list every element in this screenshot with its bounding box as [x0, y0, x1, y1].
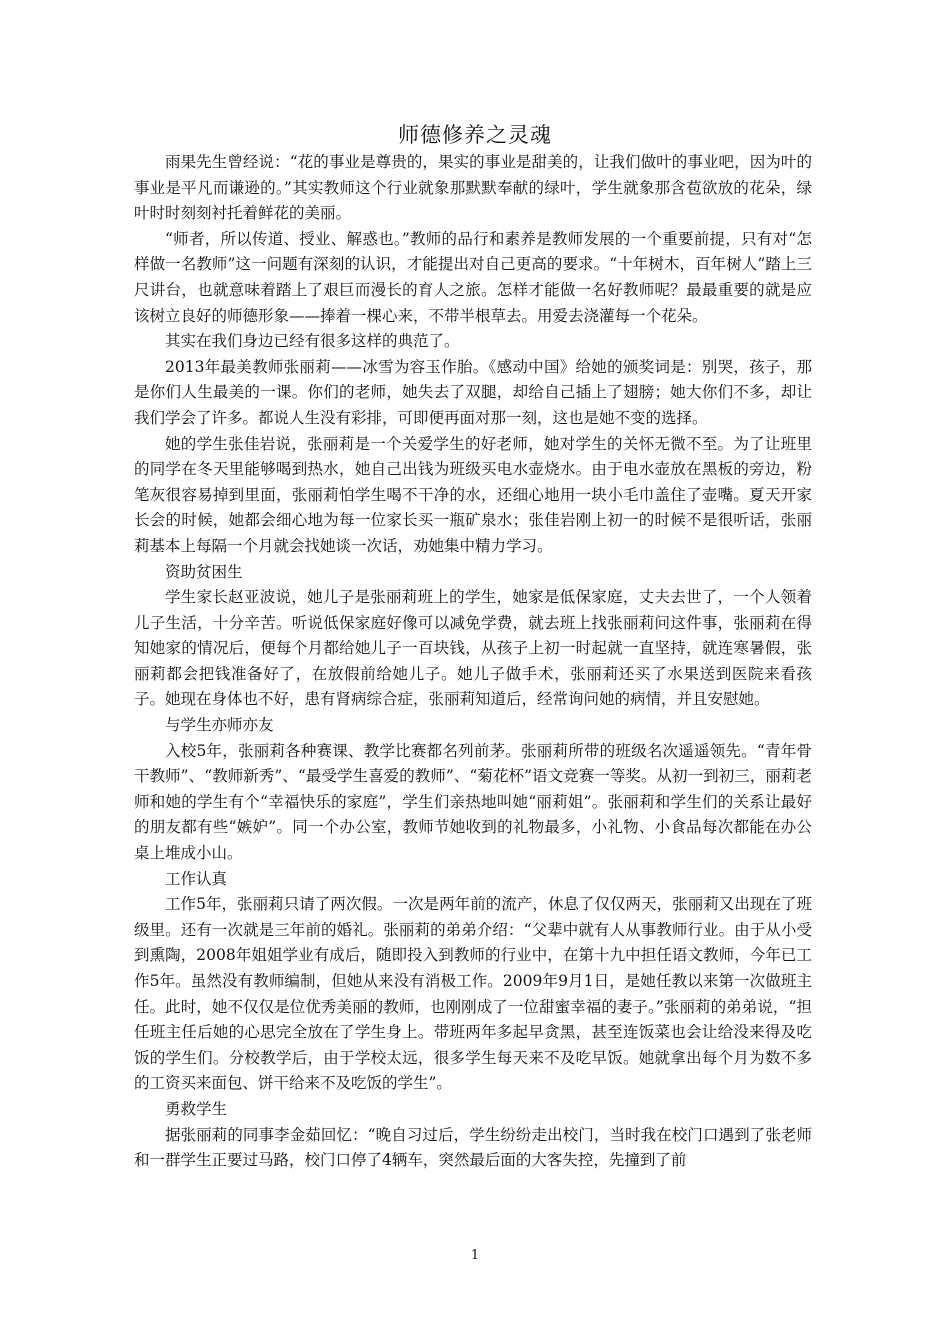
page-number: 1 — [470, 1248, 480, 1263]
paragraph: 据张丽莉的同事李金茹回忆：“晚自习过后，学生纷纷走出校门，当时我在校门口遇到了张老师和一群学生正要过马路，校门口停了4辆车，突然最后面的大客失控，先撞到了前 — [134, 1125, 812, 1170]
section-heading: 工作认真 — [165, 869, 228, 888]
paragraph: 入校5年，张丽莉各种赛课、教学比赛都名列前茅。张丽莉所带的班级名次遥遥领先。“青年骨干教师”、“教师新秀”、“最受学生喜爱的教师”、“菊花杯”语文竞赛一等奖。从初一到初三，丽莉老师和她的学生有个“幸福快乐的家庭”，学生们亲热地叫她“丽莉姐”。张丽莉和学生们的关系让最好的朋友都有些“嫉妒”。同一个办公室，教师节她收到的礼物最多，小礼物、小食品每次都能在办公桌上堆成小山。 — [134, 741, 812, 863]
section-heading: 资助贫困生 — [165, 562, 243, 581]
paragraph: 2013年最美教师张丽莉——冰雪为容玉作胎。《感动中国》给她的颁奖词是：别哭，孩子，那是你们人生最美的一课。你们的老师，她失去了双腿，却给自己插上了翅膀；她大你们不多，却让我们学会了许多。都说人生没有彩排，可即便再面对那一刻，这也是她不变的选择。 — [134, 357, 812, 427]
paragraph: 她的学生张佳岩说，张丽莉是一个关爱学生的好老师，她对学生的关怀无微不至。为了让班里的同学在冬天里能够喝到热水，她自己出钱为班级买电水壶烧水。由于电水壶放在黑板的旁边，粉笔灰很容易掉到里面，张丽莉怕学生喝不干净的水，还细心地用一块小毛巾盖住了壶嘴。夏天开家长会的时候，她都会细心地为每一位家长买一瓶矿泉水；张佳岩刚上初一的时候不是很听话，张丽莉基本上每隔一个月就会找她谈一次话，劝她集中精力学习。 — [134, 434, 812, 555]
paragraph: 雨果先生曾经说：“花的事业是尊贵的，果实的事业是甜美的，让我们做叶的事业吧，因为叶的事业是平凡而谦逊的。”其实教师这个行业就象那默默奉献的绿叶，学生就象那含苞欲放的花朵，绿叶时时刻刻衬托着鲜花的美丽。 — [134, 153, 812, 223]
document-body — [134, 150, 812, 1174]
paragraph: 其实在我们身边已经有很多这样的典范了。 — [165, 332, 460, 351]
paragraph: “师者，所以传道、授业、解惑也。”教师的品行和素养是教师发展的一个重要前提，只有对“怎样做一名教师”这一问题有深刻的认识，才能提出对自己更高的要求。“十年树木，百年树人”踏上三尺讲台，也就意味着踏上了艰巨而漫长的育人之旅。怎样才能做一名好教师呢？最最重要的就是应该树立良好的师德形象——捧着一棵心来，不带半根草去。用爱去浇灌每一个花朵。 — [134, 229, 812, 325]
document-title: 师德修养之灵魂 — [398, 123, 552, 147]
paragraph: 工作5年，张丽莉只请了两次假。一次是两年前的流产，休息了仅仅两天，张丽莉又出现在了班级里。还有一次就是三年前的婚礼。张丽莉的弟弟介绍：“父辈中就有人从事教师行业。由于从小受到熏陶，2008年姐姐学业有成后，随即投入到教师的行业中，在第十九中担任语文教师，今年已工作5年。虽然没有教师编制，但她从来没有消极工作。2009年9月1日，是她任教以来第一次做班主任。此时，她不仅仅是位优秀美丽的教师，也刚刚成了一位甜蜜幸福的妻子。”张丽莉的弟弟说，“担任班主任后她的心思完全放在了学生身上。带班两年多起早贪黑，甚至连饭菜也会让给没来得及吃饭的学生们。分校教学后，由于学校太远，很多学生每天来不及吃早饭。她就拿出每个月为数不多的工资买来面包、饼干给来不及吃饭的学生”。 — [134, 895, 812, 1093]
section-heading: 与学生亦师亦友 — [165, 716, 274, 735]
section-heading: 勇救学生 — [165, 1099, 228, 1118]
paragraph: 学生家长赵亚波说，她儿子是张丽莉班上的学生，她家是低保家庭，丈夫去世了，一个人领着儿子生活，十分辛苦。听说低保家庭好像可以减免学费，就去班上找张丽莉问这件事，张丽莉在得知她家的情况后，便每个月都给她儿子一百块钱，从孩子上初一时起就一直坚持，就连寒暑假，张丽莉都会把钱准备好了，在放假前给她儿子。她儿子做手术，张丽莉还买了水果送到医院来看孩子。她现在身体也不好，患有肾病综合症，张丽莉知道后，经常询问她的病情，并且安慰她。 — [134, 588, 812, 709]
